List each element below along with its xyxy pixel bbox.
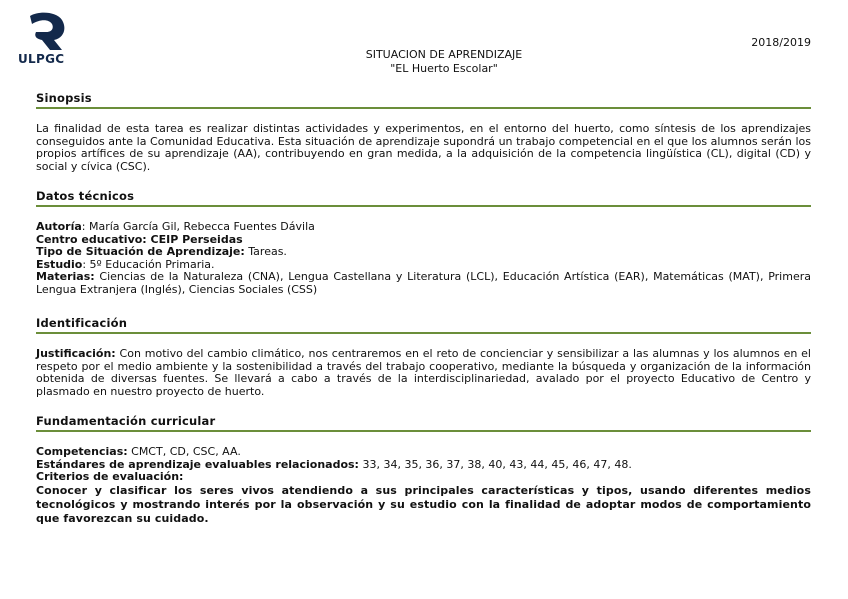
centro-label: Centro educativo: CEIP Perseidas bbox=[36, 232, 243, 246]
justificacion-line bbox=[36, 348, 811, 398]
section-heading-identificacion: Identificación bbox=[36, 316, 811, 334]
section-heading-sinopsis: Sinopsis bbox=[36, 91, 811, 109]
criterios-label: Criterios de evaluación: bbox=[36, 470, 184, 484]
estudio-label: Estudio bbox=[36, 257, 83, 271]
ulpgc-emblem-icon bbox=[24, 12, 68, 52]
competencias-value: CMCT, CD, CSC, AA. bbox=[127, 445, 241, 458]
title-line-1: SITUACION DE APRENDIZAJE bbox=[365, 48, 523, 61]
justificacion-value: Con motivo del cambio climático, nos centraremos en el reto de concienciar y sensibilizar a las alumnas y los alumnos en el respeto por el medio ambiente y la sostenibilidad a través del trabajo cooperativo, mediante la búsqueda y organización de la información obtenida de diversas fuentes. Se llevará a cabo a través de la interdisciplinariedad, avalado por el proyecto Educativo de Centro y plasmado en nuestro proyecto de huerto. bbox=[36, 347, 811, 398]
autoria-label: Autoría bbox=[36, 220, 82, 233]
tipo-value: Tareas. bbox=[244, 245, 287, 259]
competencias-label: Competencias: bbox=[36, 445, 128, 458]
logo-text: ULPGC bbox=[18, 52, 65, 66]
estudio-value: : 5º Educación Primaria. bbox=[82, 257, 215, 271]
criterios-text: Conocer y clasificar los seres vivos atendiendo a sus principales características y tipos, usando diferentes medios tecnológicos y mostrando interés por la observación y su estudio con la finalidad de adoptar modos de comportamiento que favorezcan su cuidado. bbox=[36, 483, 811, 525]
tipo-label: Tipo de Situación de Aprendizaje: bbox=[36, 245, 245, 259]
materias-line bbox=[36, 271, 811, 296]
materias-value: Ciencias de la Naturaleza (CNA), Lengua Castellana y Literatura (LCL), Educación Artística (EAR), Matemáticas (MAT), Primera Lengua Extranjera (Inglés), Ciencias Sociales (CSS) bbox=[36, 270, 811, 296]
section-heading-datos: Datos técnicos bbox=[36, 189, 811, 207]
criterios-line bbox=[36, 471, 811, 484]
estandares-label: Estándares de aprendizaje evaluables relacionados: bbox=[36, 457, 359, 471]
autoria-value: : María García Gil, Rebecca Fuentes Dávila bbox=[81, 220, 315, 233]
page-title bbox=[0, 48, 848, 76]
section-heading-fundamentacion: Fundamentación curricular bbox=[36, 414, 811, 432]
materias-label: Materias: bbox=[36, 270, 95, 284]
academic-year: 2018/2019 bbox=[751, 36, 811, 49]
section-sinopsis bbox=[36, 91, 811, 173]
section-identificacion bbox=[36, 316, 811, 398]
justificacion-label: Justificación: bbox=[36, 347, 116, 360]
title-line-2: "EL Huerto Escolar" bbox=[390, 62, 498, 75]
sinopsis-text: La finalidad de esta tarea es realizar distintas actividades y experimentos, en el entorno del huerto, como síntesis de los aprendizajes conseguidos ante la Comunidad Educativa. Esta situación de aprendizaje supondrá un trabajo competencial en el que los alumnos serán los propios artífices de su aprendizaje (AA), contribuyendo en gran medida, a la adquisición de la competencia lingüística (CL), digital (CD) y social y cívica (CSC). bbox=[36, 122, 811, 173]
estandares-value: 33, 34, 35, 36, 37, 38, 40, 43, 44, 45, 46, 47, 48. bbox=[358, 457, 632, 471]
section-datos-tecnicos bbox=[36, 189, 811, 297]
section-fundamentacion bbox=[36, 414, 811, 526]
